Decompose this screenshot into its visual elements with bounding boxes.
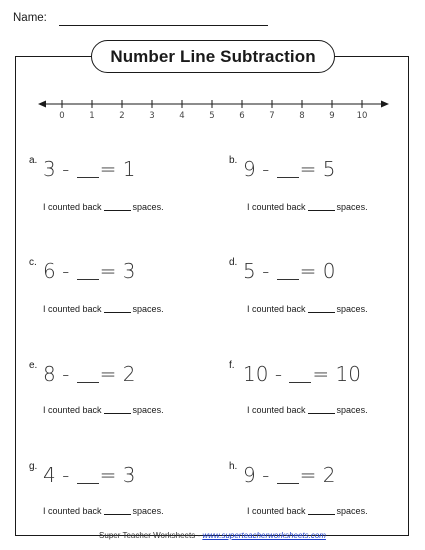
- problem-minuend: 3: [43, 157, 56, 181]
- problem-result: 0: [322, 259, 336, 283]
- spaces-blank[interactable]: [308, 514, 335, 515]
- spaces-label: spaces.: [336, 202, 368, 212]
- number-line-label: 10: [356, 111, 368, 121]
- page-title: Number Line Subtraction: [91, 40, 335, 73]
- spaces-label: spaces.: [336, 304, 368, 314]
- problem-result: 10: [335, 362, 361, 386]
- minus-sign: -: [262, 463, 270, 487]
- problem-result: 5: [322, 157, 336, 181]
- problem-letter: e.: [29, 360, 38, 371]
- problem-item: [29, 257, 199, 287]
- problem-equation: [243, 463, 336, 487]
- problem-item: [229, 360, 399, 390]
- problem-equation: [43, 157, 136, 181]
- problem-item: [29, 461, 199, 491]
- equals-sign: =: [99, 259, 117, 283]
- problem-letter: b.: [229, 155, 238, 166]
- number-line-label: 1: [89, 111, 95, 121]
- equals-sign: =: [299, 157, 317, 181]
- spaces-blank[interactable]: [308, 312, 335, 313]
- problem-result: 1: [122, 157, 136, 181]
- answer-blank[interactable]: [77, 261, 99, 280]
- minus-sign: -: [62, 463, 70, 487]
- spaces-blank[interactable]: [104, 210, 131, 211]
- counted-back-sentence: [43, 304, 164, 314]
- spaces-label: spaces.: [132, 506, 164, 516]
- number-line-label: 2: [119, 111, 125, 121]
- spaces-blank[interactable]: [104, 312, 131, 313]
- counted-back-label: I counted back: [43, 506, 102, 516]
- problem-minuend: 5: [243, 259, 256, 283]
- counted-back-label: I counted back: [247, 506, 306, 516]
- counted-back-sentence: [247, 304, 368, 314]
- problem-item: [229, 155, 399, 185]
- name-line[interactable]: [59, 25, 268, 26]
- name-label: Name:: [13, 12, 47, 24]
- problem-minuend: 9: [243, 157, 256, 181]
- equals-sign: =: [99, 157, 117, 181]
- problem-minuend: 6: [43, 259, 56, 283]
- counted-back-sentence: [43, 405, 164, 415]
- minus-sign: -: [62, 362, 70, 386]
- counted-back-sentence: [247, 202, 368, 212]
- problem-equation: [243, 362, 361, 386]
- answer-blank[interactable]: [289, 364, 311, 383]
- problem-equation: [43, 362, 136, 386]
- minus-sign: -: [274, 362, 283, 386]
- counted-back-label: I counted back: [43, 405, 102, 415]
- equals-sign: =: [299, 259, 317, 283]
- footer: [0, 531, 425, 540]
- minus-sign: -: [262, 157, 270, 181]
- number-line-label: 9: [329, 111, 335, 121]
- minus-sign: -: [262, 259, 270, 283]
- problem-minuend: 8: [43, 362, 56, 386]
- problem-item: [229, 461, 399, 491]
- answer-blank[interactable]: [77, 159, 99, 178]
- counted-back-label: I counted back: [43, 304, 102, 314]
- problem-minuend: 10: [243, 362, 269, 386]
- minus-sign: -: [62, 157, 70, 181]
- number-line-label: 6: [239, 111, 245, 121]
- counted-back-sentence: [43, 506, 164, 516]
- answer-blank[interactable]: [277, 261, 299, 280]
- number-line-label: 5: [209, 111, 215, 121]
- counted-back-sentence: [43, 202, 164, 212]
- problem-result: 3: [122, 259, 136, 283]
- number-line-label: 3: [149, 111, 155, 121]
- counted-back-label: I counted back: [247, 405, 306, 415]
- footer-link[interactable]: www.superteacherworksheets.com: [202, 531, 326, 540]
- problem-result: 3: [122, 463, 136, 487]
- problem-equation: [43, 259, 136, 283]
- spaces-label: spaces.: [132, 304, 164, 314]
- equals-sign: =: [99, 362, 117, 386]
- counted-back-label: I counted back: [247, 202, 306, 212]
- spaces-label: spaces.: [336, 506, 368, 516]
- equals-sign: =: [99, 463, 117, 487]
- number-line-label: 0: [59, 111, 65, 121]
- spaces-label: spaces.: [132, 405, 164, 415]
- problem-item: [29, 360, 199, 390]
- spaces-label: spaces.: [132, 202, 164, 212]
- spaces-blank[interactable]: [308, 413, 335, 414]
- problem-minuend: 4: [43, 463, 56, 487]
- spaces-label: spaces.: [336, 405, 368, 415]
- counted-back-label: I counted back: [247, 304, 306, 314]
- equals-sign: =: [312, 362, 330, 386]
- number-line-label: 4: [179, 111, 185, 121]
- answer-blank[interactable]: [277, 465, 299, 484]
- number-line-label: 8: [299, 111, 305, 121]
- problem-equation: [243, 157, 336, 181]
- answer-blank[interactable]: [77, 465, 99, 484]
- number-line-label: 7: [269, 111, 275, 121]
- problem-result: 2: [322, 463, 336, 487]
- answer-blank[interactable]: [77, 364, 99, 383]
- spaces-blank[interactable]: [104, 413, 131, 414]
- problem-item: [29, 155, 199, 185]
- minus-sign: -: [62, 259, 70, 283]
- problem-equation: [43, 463, 136, 487]
- counted-back-sentence: [247, 405, 368, 415]
- problem-letter: c.: [29, 257, 37, 268]
- answer-blank[interactable]: [277, 159, 299, 178]
- counted-back-label: I counted back: [43, 202, 102, 212]
- problem-equation: [243, 259, 336, 283]
- problem-letter: h.: [229, 461, 238, 472]
- problem-letter: d.: [229, 257, 238, 268]
- spaces-blank[interactable]: [308, 210, 335, 211]
- footer-text: Super Teacher Worksheets -: [99, 531, 203, 540]
- problem-letter: a.: [29, 155, 38, 166]
- problem-item: [229, 257, 399, 287]
- spaces-blank[interactable]: [104, 514, 131, 515]
- problem-result: 2: [122, 362, 136, 386]
- problem-minuend: 9: [243, 463, 256, 487]
- counted-back-sentence: [247, 506, 368, 516]
- problem-letter: f.: [229, 360, 235, 371]
- problem-letter: g.: [29, 461, 38, 472]
- equals-sign: =: [299, 463, 317, 487]
